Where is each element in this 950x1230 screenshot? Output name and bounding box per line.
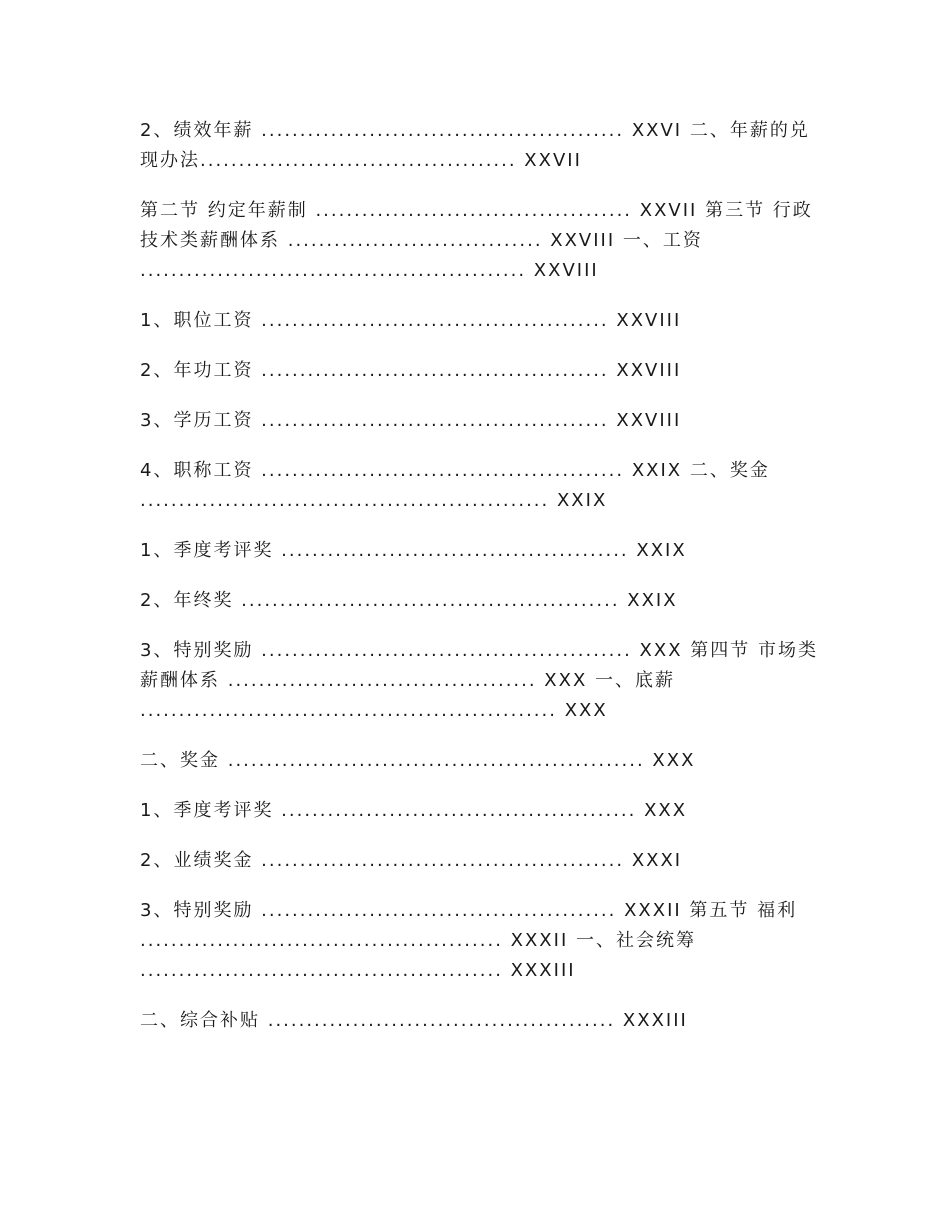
toc-line: 技术类薪酬体系 ................................. XXVIII 一、工资	[140, 230, 703, 251]
toc-line: 1、季度考评奖 ............................................. XXIX	[140, 540, 687, 561]
toc-line: 3、特别奖励 ................................................ XXX 第四节 市场类	[140, 640, 818, 661]
toc-line: .................................................. XXVIII	[140, 260, 599, 281]
toc-line: 现办法......................................... XXVII	[140, 150, 582, 171]
toc-entry	[140, 536, 820, 566]
toc-line: 薪酬体系 ........................................ XXX 一、底薪	[140, 670, 676, 691]
toc-line: 3、学历工资 ............................................. XXVIII	[140, 410, 682, 431]
table-of-contents	[140, 116, 820, 1056]
toc-entry	[140, 746, 820, 776]
toc-entry	[140, 456, 820, 516]
toc-line: 二、综合补贴 ............................................. XXXIII	[140, 1010, 688, 1031]
toc-line: 4、职称工资 ............................................... XXIX 二、奖金	[140, 460, 770, 481]
toc-entry	[140, 406, 820, 436]
toc-entry	[140, 306, 820, 336]
toc-entry	[140, 586, 820, 616]
toc-line: 2、年功工资 ............................................. XXVIII	[140, 360, 682, 381]
toc-line: ...................................................... XXX	[140, 700, 608, 721]
toc-line: 2、绩效年薪 ............................................... XXVI 二、年薪的兑	[140, 120, 810, 141]
toc-line: 二、奖金 ...................................................... XXX	[140, 750, 696, 771]
toc-line: ............................................... XXXIII	[140, 960, 576, 981]
toc-line: 2、业绩奖金 ............................................... XXXI	[140, 850, 683, 871]
toc-line: 第二节 约定年薪制 ......................................... XXVII 第三节 行政	[140, 200, 813, 221]
toc-entry	[140, 846, 820, 876]
toc-line: 1、季度考评奖 .............................................. XXX	[140, 800, 688, 821]
toc-entry	[140, 1006, 820, 1036]
toc-line: 1、职位工资 ............................................. XXVIII	[140, 310, 682, 331]
toc-entry	[140, 636, 820, 726]
toc-line: ............................................... XXXII 一、社会统筹	[140, 930, 696, 951]
toc-line: ..................................................... XXIX	[140, 490, 608, 511]
toc-line: 3、特别奖励 .............................................. XXXII 第五节 福利	[140, 900, 798, 921]
toc-entry	[140, 896, 820, 986]
toc-entry	[140, 796, 820, 826]
toc-entry	[140, 116, 820, 176]
toc-line: 2、年终奖 ................................................. XXIX	[140, 590, 678, 611]
toc-entry	[140, 356, 820, 386]
toc-entry	[140, 196, 820, 286]
